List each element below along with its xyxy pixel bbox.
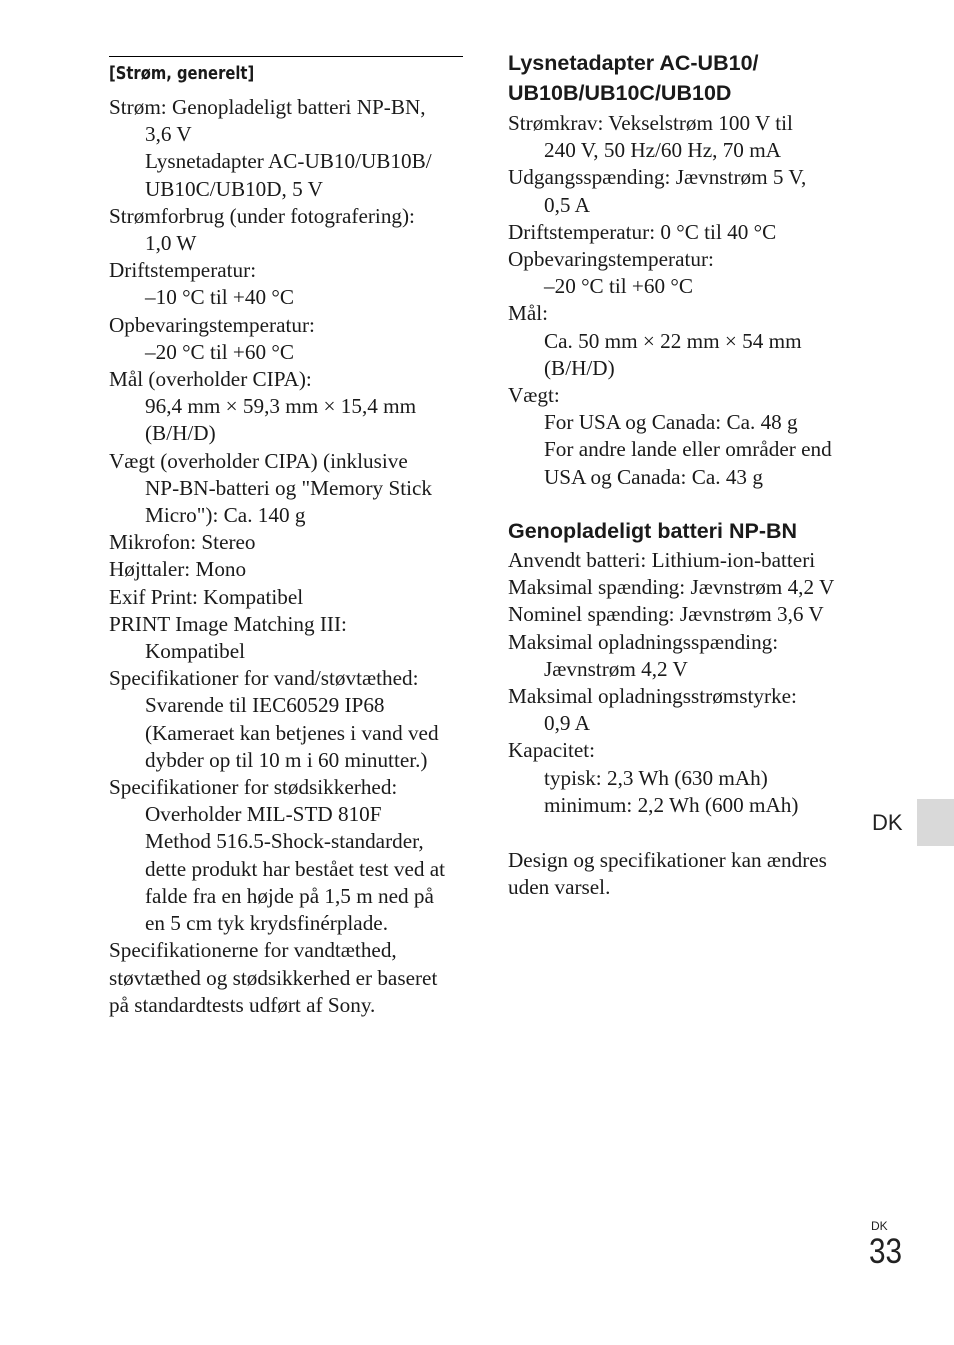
spec-line-continuation: Kompatibel [145, 639, 246, 664]
spec-line-continuation: UB10C/UB10D, 5 V [145, 176, 323, 201]
spec-line-continuation: Overholder MIL-STD 810F [145, 802, 382, 827]
spec-line: Strømforbrug (under fotografering): [109, 203, 415, 228]
spec-line-continuation: –10 °C til +40 °C [145, 285, 294, 310]
spec-line: Opbevaringstemperatur: [508, 247, 714, 272]
spec-line-continuation: minimum: 2,2 Wh (600 mAh) [544, 792, 799, 817]
spec-line: støvtæthed og stødsikkerhed er baseret [109, 965, 438, 990]
spec-line-continuation: Svarende til IEC60529 IP68 [145, 693, 385, 718]
footer-note-line-1: Design og specifikationer kan ændres [508, 848, 827, 872]
spec-line: Opbevaringstemperatur: [109, 312, 315, 337]
spec-line: Mål: [508, 301, 549, 326]
spec-line: PRINT Image Matching III: [109, 611, 347, 636]
spec-line-continuation: Method 516.5-Shock-standarder, [145, 829, 424, 854]
spec-line-continuation: 96,4 mm × 59,3 mm × 15,4 mm [145, 394, 417, 419]
spec-line-continuation: dybder op til 10 m i 60 minutter.) [145, 747, 428, 772]
adapter-title-line-2: UB10B/UB10C/UB10D [508, 81, 732, 105]
spec-line: Mikrofon: Stereo [109, 530, 256, 555]
spec-line-continuation: NP-BN-batteri og "Memory Stick [145, 475, 432, 500]
footer-note-line-2: uden varsel. [508, 875, 611, 900]
language-side-tab [917, 799, 954, 846]
spec-line-continuation: 0,5 A [544, 192, 590, 217]
spec-line-continuation: USA og Canada: Ca. 43 g [544, 464, 763, 489]
spec-line: Strømkrav: Vekselstrøm 100 V til [508, 111, 793, 135]
spec-line: Driftstemperatur: [109, 258, 257, 283]
spec-line: Maksimal spænding: Jævnstrøm 4,2 V [508, 575, 835, 600]
section-title-power: [Strøm, generelt] [109, 63, 255, 84]
battery-spec-list [508, 547, 834, 819]
spec-line-continuation: –20 °C til +60 °C [145, 339, 294, 364]
adapter-heading [508, 48, 848, 108]
spec-line-continuation: 240 V, 50 Hz/60 Hz, 70 mA [544, 138, 781, 163]
footer-note [508, 847, 827, 901]
spec-line-continuation: Jævnstrøm 4,2 V [544, 656, 688, 681]
adapter-title-line-1: Lysnetadapter AC-UB10/ [508, 51, 759, 75]
spec-line-continuation: en 5 cm tyk krydsfinérplade. [145, 911, 388, 936]
spec-line: Vægt: [508, 383, 560, 408]
spec-line: Vægt (overholder CIPA) (inklusive [109, 448, 408, 473]
spec-line: Specifikationer for vand/støvtæthed: [109, 666, 419, 691]
spec-line: Strøm: Genopladeligt batteri NP-BN, [109, 95, 426, 119]
spec-line: Mål (overholder CIPA): [109, 367, 312, 392]
page-language-code: DK [871, 1219, 888, 1233]
spec-line: Nominel spænding: Jævnstrøm 3,6 V [508, 602, 824, 627]
spec-line: Maksimal opladningsspænding: [508, 629, 779, 654]
spec-line: Højttaler: Mono [109, 557, 247, 582]
spec-line: Anvendt batteri: Lithium-ion-batteri [508, 548, 816, 572]
spec-line: Driftstemperatur: 0 °C til 40 °C [508, 219, 777, 244]
spec-line: Exif Print: Kompatibel [109, 584, 304, 609]
spec-line-continuation: (B/H/D) [145, 421, 216, 446]
spec-line-continuation: For USA og Canada: Ca. 48 g [544, 410, 798, 435]
spec-line-continuation: –20 °C til +60 °C [544, 274, 693, 299]
spec-line-continuation: (Kameraet kan betjenes i vand ved [145, 720, 439, 745]
page-number: 33 [869, 1232, 903, 1271]
spec-line-continuation: falde fra en højde på 1,5 m ned på [145, 883, 434, 908]
spec-line-continuation: typisk: 2,3 Wh (630 mAh) [544, 765, 768, 790]
spec-line-continuation: For andre lande eller områder end [544, 437, 832, 462]
language-side-tab-label: DK [872, 810, 903, 835]
spec-line-continuation: (B/H/D) [544, 355, 615, 380]
spec-line-continuation: 1,0 W [145, 231, 197, 256]
spec-line: Kapacitet: [508, 738, 596, 763]
spec-line-continuation: 0,9 A [544, 711, 590, 736]
spec-line: Specifikationerne for vandtæthed, [109, 938, 397, 963]
spec-line-continuation: 3,6 V [145, 122, 192, 147]
spec-line-continuation: Ca. 50 mm × 22 mm × 54 mm [544, 328, 802, 353]
spec-line: Udgangsspænding: Jævnstrøm 5 V, [508, 165, 807, 190]
adapter-spec-list [508, 110, 832, 491]
spec-line-continuation: dette produkt har bestået test ved at [145, 856, 446, 881]
battery-heading: Genopladeligt batteri NP-BN [508, 519, 798, 543]
power-spec-list [109, 94, 445, 1019]
section-rule [109, 56, 463, 57]
spec-line-continuation: Lysnetadapter AC-UB10/UB10B/ [145, 149, 432, 174]
spec-line: på standardtests udført af Sony. [109, 992, 376, 1017]
spec-line-continuation: Micro"): Ca. 140 g [145, 503, 306, 528]
spec-line: Specifikationer for stødsikkerhed: [109, 775, 398, 800]
spec-line: Maksimal opladningsstrømstyrke: [508, 684, 797, 709]
